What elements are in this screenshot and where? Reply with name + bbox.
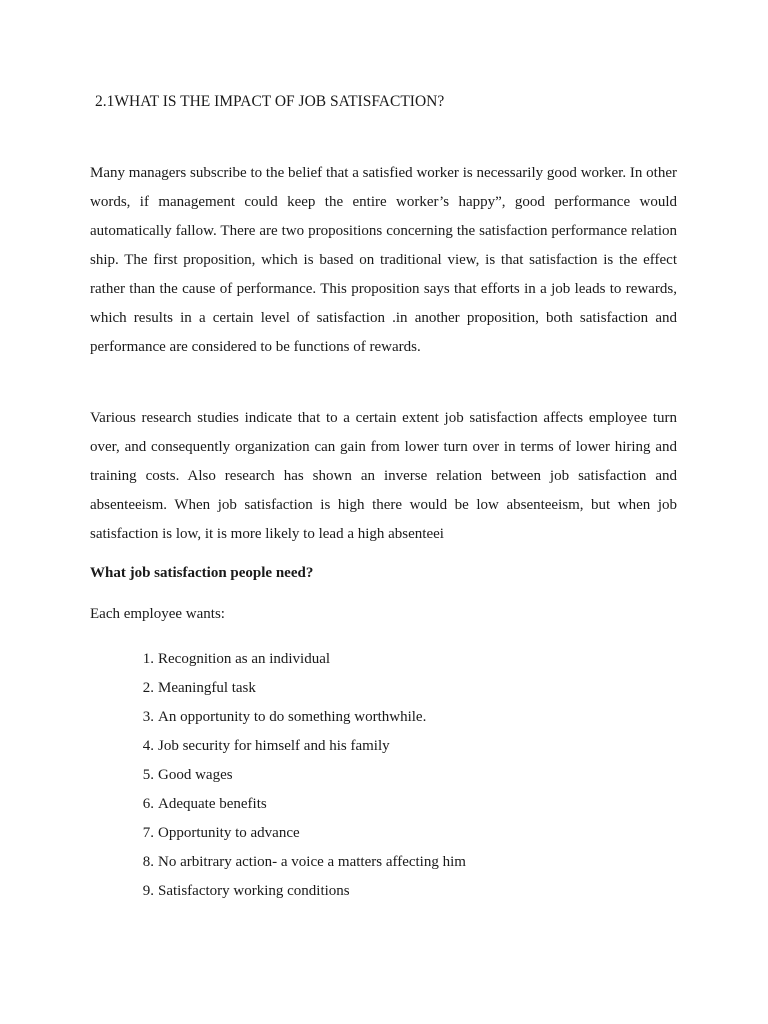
paragraph-job-satisfaction-belief: Many managers subscribe to the belief that a satisfied worker is necessarily good worker. In other words, if management could keep the entire worker’s happy”, good performance would automatically fallow. There are two propositions concerning the satisfaction performance relation ship. The first proposition, which is based on traditional view, is that satisfaction is the effect rather than the cause of performance. This proposition says that efforts in a job leads to rewards, which results in a certain level of satisfaction .in another proposition, both satisfaction and performance are considered to be functions of rewards. bbox=[90, 165, 677, 355]
list-item-number: 8. bbox=[142, 854, 154, 870]
list-item-number: 1. bbox=[142, 651, 154, 667]
list-item-number: 9. bbox=[142, 883, 154, 899]
section-heading: 2.1WHAT IS THE IMPACT OF JOB SATISFACTION? bbox=[95, 93, 445, 110]
list-item-text: No arbitrary action- a voice a matters affecting him bbox=[158, 854, 466, 870]
list-item-text: Opportunity to advance bbox=[158, 825, 300, 841]
list-item-text: Job security for himself and his family bbox=[158, 738, 390, 754]
list-item-number: 4. bbox=[142, 738, 154, 754]
list-item-text: Recognition as an individual bbox=[158, 651, 331, 667]
list-item-number: 5. bbox=[142, 767, 154, 783]
paragraph-research-studies: Various research studies indicate that to a certain extent job satisfaction affects employee turn over, and consequently organization can gain from lower turn over in terms of lower hiring and training costs. Also research has shown an inverse relation between job satisfaction and absenteeism. When job satisfaction is high there would be low absenteeism, but when job satisfaction is low, it is more likely to lead a high absenteei bbox=[90, 410, 677, 542]
list-item-text: Good wages bbox=[158, 767, 233, 783]
list-item-text: Adequate benefits bbox=[158, 796, 267, 812]
list-item-number: 3. bbox=[142, 709, 154, 725]
list-item-text: Meaningful task bbox=[158, 680, 256, 696]
subheading-people-need: What job satisfaction people need? bbox=[90, 565, 314, 581]
list-item-number: 7. bbox=[142, 825, 154, 841]
intro-each-employee-wants: Each employee wants: bbox=[90, 606, 225, 622]
list-item-number: 2. bbox=[142, 680, 154, 696]
list-item-text: An opportunity to do something worthwhile. bbox=[158, 709, 427, 725]
list-item-text: Satisfactory working conditions bbox=[158, 883, 350, 899]
list-item-number: 6. bbox=[142, 796, 154, 812]
